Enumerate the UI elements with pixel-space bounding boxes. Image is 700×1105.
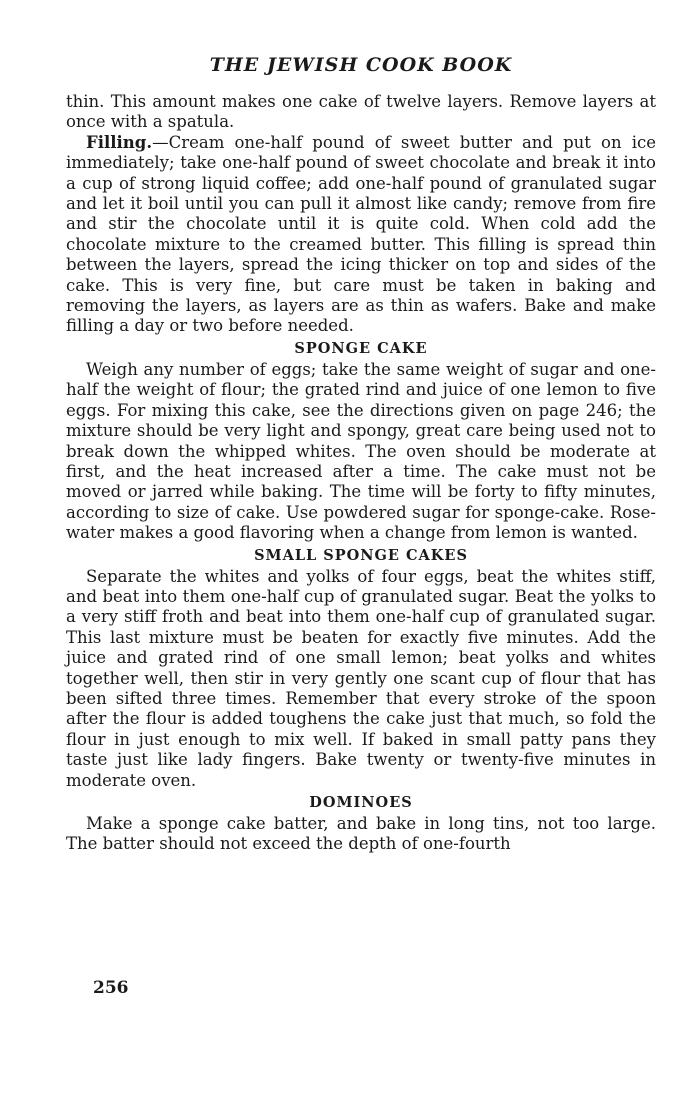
running-head: THE JEWISH COOK BOOK [209,54,513,76]
sponge-cake-heading: SPONGE CAKE [294,339,428,357]
dominoes-recipe: Make a sponge cake batter, and bake in long tins, not too large. The batter should not exceed the depth of one-fourth [66,814,656,854]
book-page [66,52,656,855]
page-number: 256 [93,978,129,998]
dominoes-heading: DOMINOES [309,794,413,811]
small-sponge-cakes-recipe: Separate the whites and yolks of four eggs, beat the whites stiff, and beat into them one-half cup of granulated sugar. Beat the yolks to a very stiff froth and beat into them one-half cup of granulated sugar. This last mixture must be beaten for exactly five minutes. Add the juice and grated rind of one small lemon; beat yolks and whites together well, then stir in very gently one scant cup of flour that has been sifted three times. Remember that every stroke of the spoon after the flour is added toughens the cake just that much, so fold the flour in just enough to mix well. If baked in small patty pans they taste just like lady fingers. Bake twenty or twenty-five minutes in moderate oven. [66,566,656,790]
filling-label: Filling. [86,132,153,152]
small-sponge-cakes-heading: SMALL SPONGE CAKES [254,546,468,564]
filling-text: —Cream one-half pound of sweet butter and put on ice immediately; take one-half pound of sweet chocolate and break it into a cup of strong liquid coffee; add one-half pound of granulated sugar and let it boil until you can pull it almost like candy; remove from fire and stir the chocolate until it is quite cold. When cold add the chocolate mixture to the creamed butter. This filling is spread thin between the layers, spread the icing thicker on top and sides of the cake. This is very fine, but care must be taken in baking and removing the layers, as layers are as thin as wafers. Bake and make filling a day or two before needed. [66,132,656,336]
filling-paragraph [66,133,656,337]
sponge-cake-recipe: Weigh any number of eggs; take the same weight of sugar and one-half the weight of flour; the grated rind and juice of one lemon to five eggs. For mixing this cake, see the directions given on page 246; the mixture should be very light and spongy, great care being used not to break down the whipped whites. The oven should be moderate at first, and the heat increased after a time. The cake must not be moved or jarred while baking. The time will be forty to fifty minutes, according to size of cake. Use powdered sugar for sponge-cake. Rose-water makes a good flavoring when a change from lemon is wanted. [66,359,656,543]
continuation-paragraph: thin. This amount makes one cake of twelve layers. Remove layers at once with a spatula. [66,92,656,132]
